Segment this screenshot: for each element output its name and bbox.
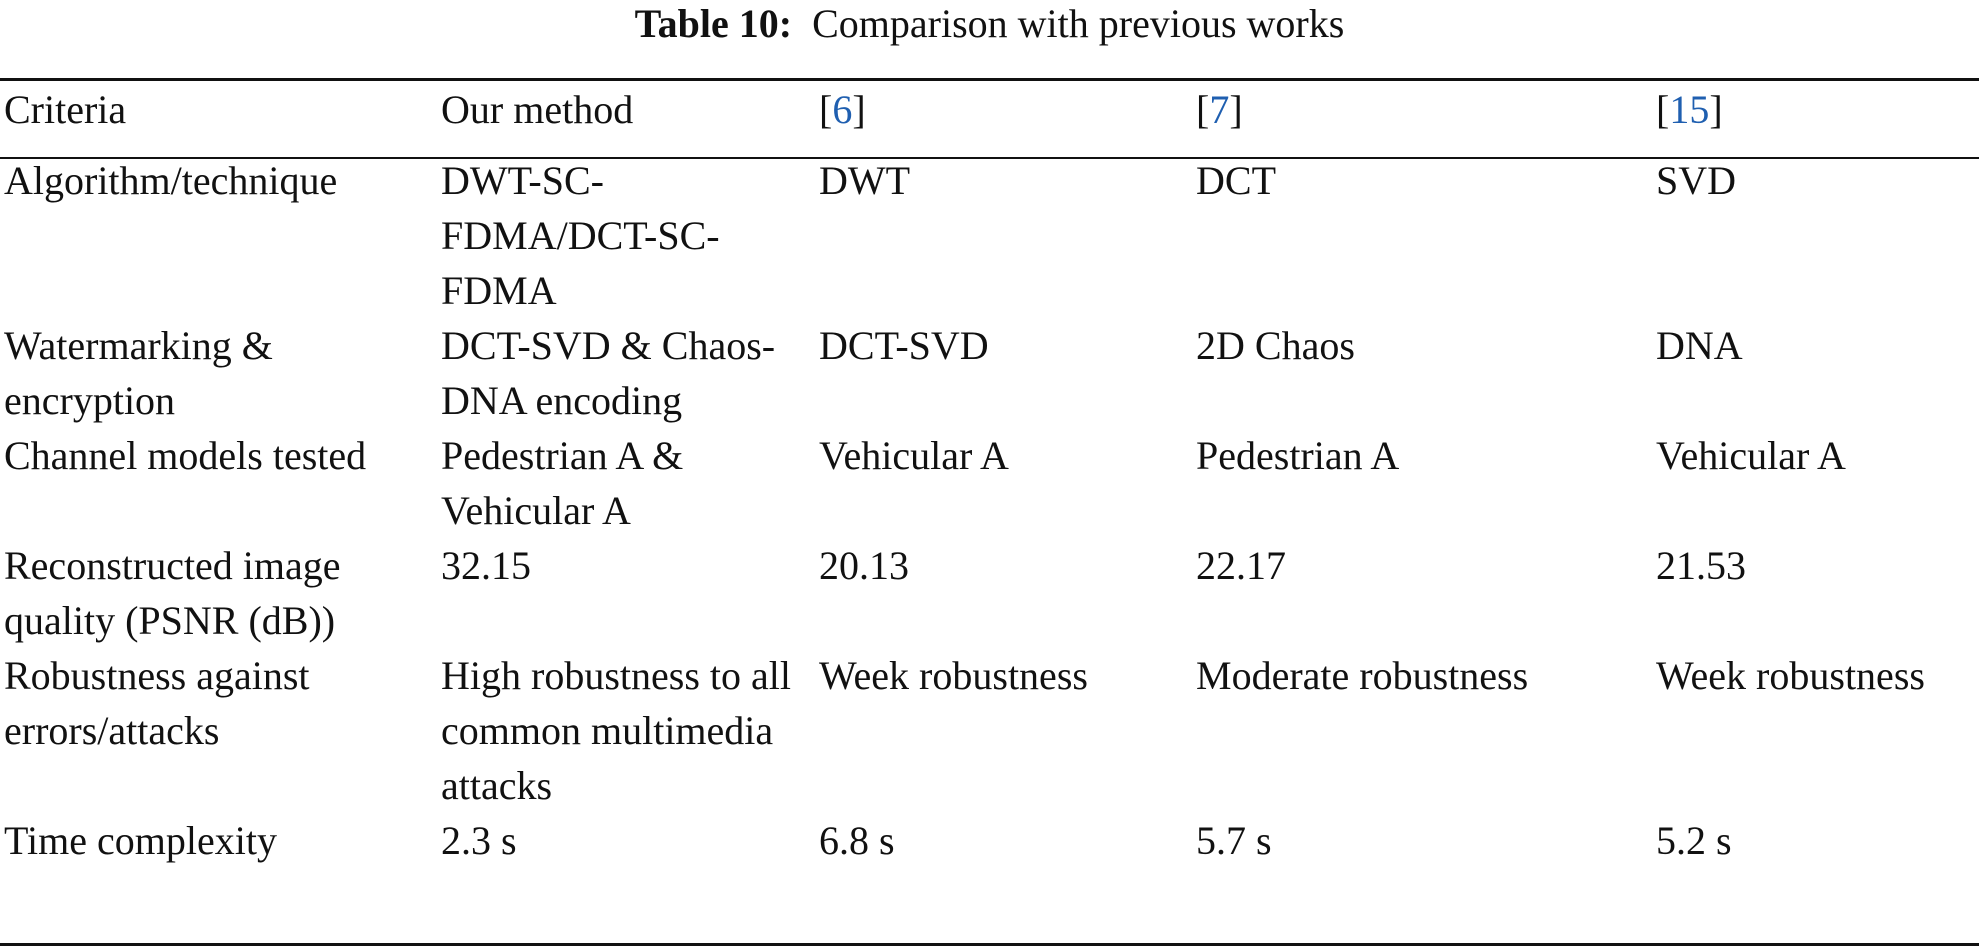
table-header-row: [0, 82, 1979, 137]
criteria-cell: Robustness against errors/attacks: [4, 653, 310, 753]
our-method-cell: DCT-SVD & Chaos-DNA encoding: [441, 323, 776, 423]
ref-6-cell: Week robustness: [819, 653, 1088, 698]
header-ref-7: [1192, 82, 1652, 137]
header-ref-7-open: [: [1196, 87, 1210, 132]
ref-15-cell: 21.53: [1656, 543, 1746, 588]
table-caption-label: Table 10:: [634, 1, 793, 46]
ref-6-cell: Vehicular A: [819, 433, 1009, 478]
criteria-cell: Channel models tested: [4, 433, 367, 478]
header-ref-6: [815, 82, 1192, 137]
table-bottom-rule: [0, 943, 1979, 946]
header-ref-15: [1652, 82, 1979, 137]
ref-6-cell: DCT-SVD: [819, 323, 989, 368]
criteria-cell: Reconstructed image quality (PSNR (dB)): [4, 543, 341, 643]
header-ref-6-close: ]: [852, 87, 866, 132]
ref-7-cell: 2D Chaos: [1196, 323, 1355, 368]
our-method-cell: High robustness to all common multimedia attacks: [441, 653, 791, 808]
ref-15-cell: SVD: [1656, 158, 1737, 203]
table-top-rule: [0, 78, 1979, 81]
ref-7-cell: 22.17: [1196, 543, 1286, 588]
ref-6-cell: DWT: [819, 158, 911, 203]
our-method-cell: Pedestrian A & Vehicular A: [441, 433, 684, 533]
ref-7-cell: DCT: [1196, 158, 1276, 203]
our-method-cell: 32.15: [441, 543, 531, 588]
table-caption: [0, 0, 1979, 48]
ref-7-cell: 5.7 s: [1196, 818, 1272, 863]
comparison-table: [0, 82, 1979, 874]
criteria-cell: Time complexity: [4, 818, 277, 863]
table-row: [0, 428, 1979, 538]
citation-link-7[interactable]: 7: [1209, 87, 1230, 132]
header-criteria: Criteria: [4, 87, 127, 132]
ref-6-cell: 6.8 s: [819, 818, 895, 863]
header-ref-7-close: ]: [1229, 87, 1243, 132]
criteria-cell: Algorithm/technique: [4, 158, 338, 203]
citation-link-15[interactable]: 15: [1669, 87, 1710, 132]
table-row: [0, 137, 1979, 318]
ref-15-cell: Vehicular A: [1656, 433, 1846, 478]
our-method-cell: 2.3 s: [441, 818, 517, 863]
ref-15-cell: DNA: [1656, 323, 1743, 368]
citation-link-6[interactable]: 6: [832, 87, 853, 132]
table-row: [0, 648, 1979, 813]
table-row: [0, 813, 1979, 874]
header-ref-6-open: [: [819, 87, 833, 132]
ref-15-cell: 5.2 s: [1656, 818, 1732, 863]
table-caption-text: Comparison with previous works: [812, 1, 1345, 46]
ref-7-cell: Moderate robustness: [1196, 653, 1529, 698]
header-ref-15-close: ]: [1709, 87, 1723, 132]
ref-15-cell: Week robustness: [1656, 653, 1925, 698]
header-our-method: Our method: [441, 87, 634, 132]
table-row: [0, 318, 1979, 428]
table-row: [0, 538, 1979, 648]
criteria-cell: Watermarking & encryption: [4, 323, 273, 423]
our-method-cell: DWT-SC-FDMA/DCT-SC-FDMA: [441, 158, 720, 313]
header-ref-15-open: [: [1656, 87, 1670, 132]
ref-7-cell: Pedestrian A: [1196, 433, 1400, 478]
ref-6-cell: 20.13: [819, 543, 909, 588]
